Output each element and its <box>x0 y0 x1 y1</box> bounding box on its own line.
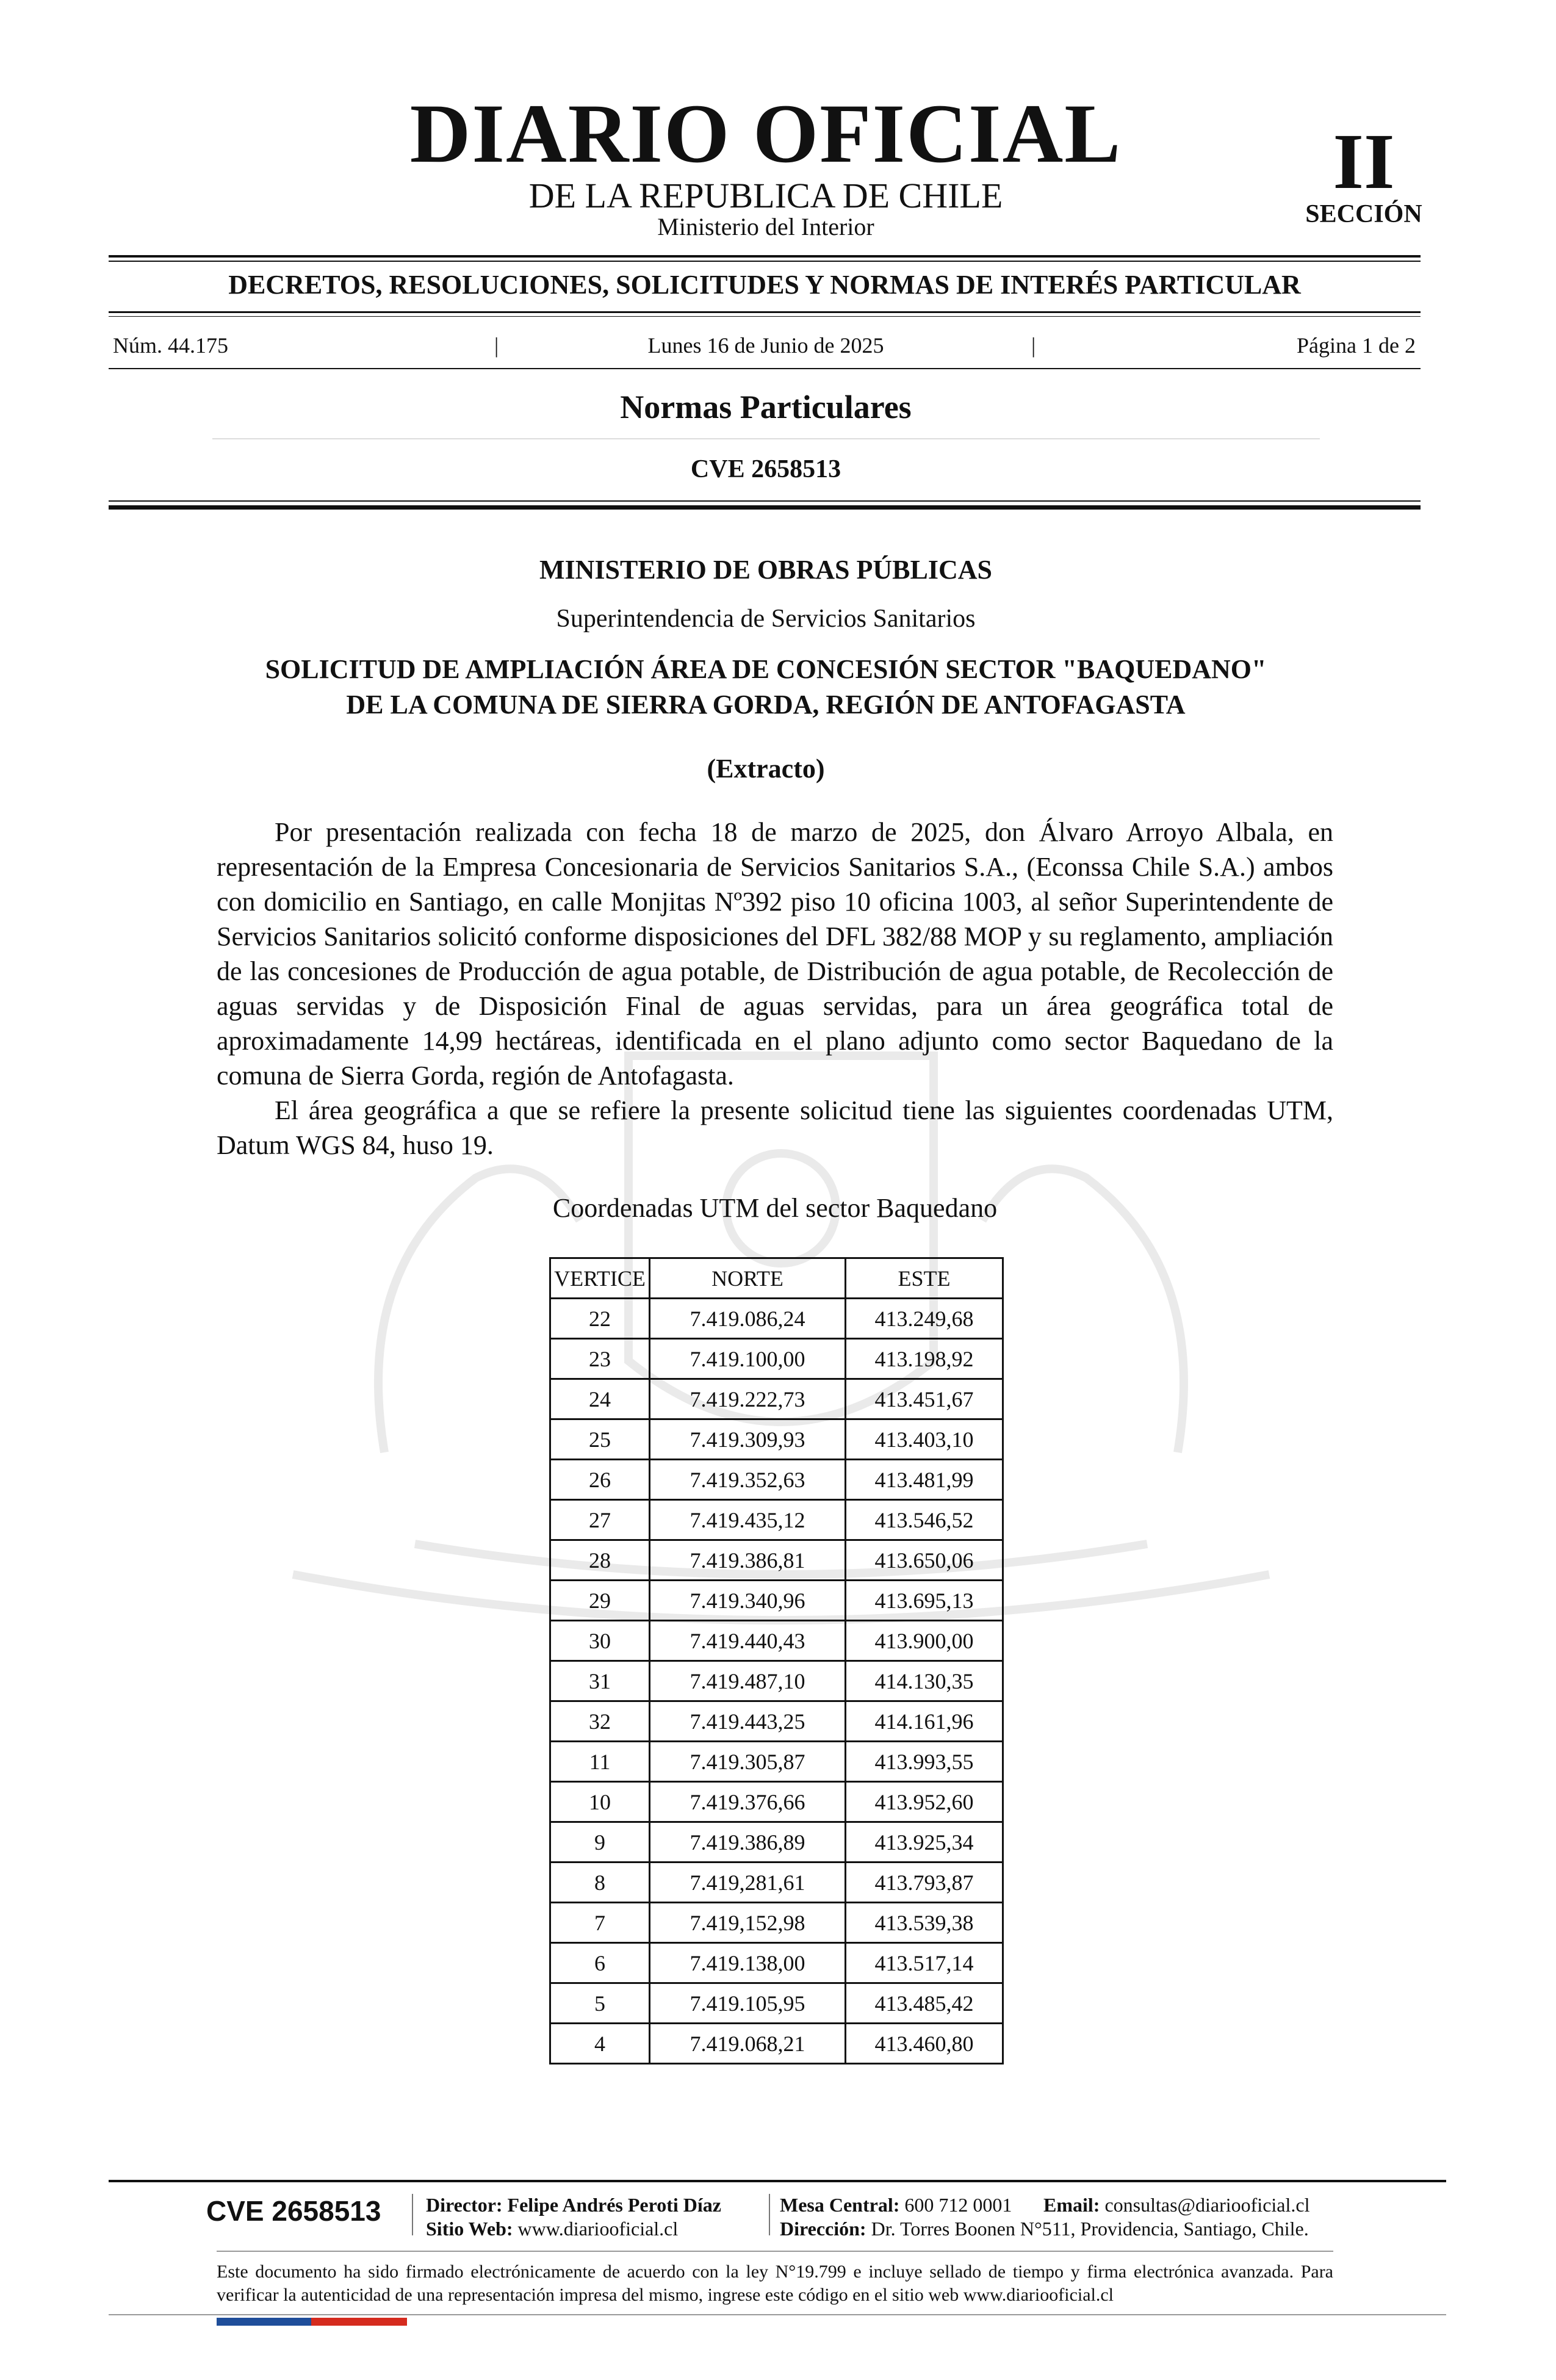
phone-label: Mesa Central: <box>780 2194 900 2216</box>
footer-divider <box>217 2251 1333 2252</box>
cell-norte: 7.419.340,96 <box>650 1581 846 1621</box>
table-row <box>550 2024 1003 2064</box>
table-row <box>550 1903 1003 1943</box>
website-label: Sitio Web: <box>426 2218 513 2240</box>
divider <box>109 368 1421 369</box>
document-title-line2: DE LA COMUNA DE SIERRA GORDA, REGIÓN DE ANTOFAGASTA <box>346 690 1186 719</box>
cell-este: 413.517,14 <box>846 1943 1003 1983</box>
email-link[interactable]: consultas@diariooficial.cl <box>1104 2194 1310 2216</box>
section-number: II <box>1333 118 1395 206</box>
cell-vertice: 31 <box>550 1661 650 1701</box>
cell-norte: 7.419.386,89 <box>650 1822 846 1863</box>
cell-este: 413.650,06 <box>846 1540 1003 1581</box>
director-label: Director: <box>426 2194 503 2216</box>
cell-norte: 7.419.443,25 <box>650 1701 846 1742</box>
website-link[interactable]: www.diariooficial.cl <box>517 2218 679 2240</box>
table-row <box>550 1863 1003 1903</box>
table-row <box>550 1822 1003 1863</box>
cell-vertice: 27 <box>550 1500 650 1540</box>
cell-vertice: 4 <box>550 2024 650 2064</box>
footer-director <box>426 2195 721 2215</box>
footer-website <box>426 2219 678 2238</box>
table-row <box>550 1419 1003 1460</box>
cell-norte: 7.419,152,98 <box>650 1903 846 1943</box>
section-label: SECCIÓN <box>1305 200 1422 228</box>
footer-address <box>780 2219 1309 2238</box>
cell-vertice: 26 <box>550 1460 650 1500</box>
table-row <box>550 1299 1003 1339</box>
cell-norte: 7.419.309,93 <box>650 1419 846 1460</box>
flag-stripe-red <box>311 2318 407 2326</box>
cell-vertice: 6 <box>550 1943 650 1983</box>
divider <box>109 505 1421 510</box>
footer-cve-code: CVE 2658513 <box>206 2195 381 2227</box>
cell-norte: 7.419.138,00 <box>650 1943 846 1983</box>
ministry-heading: MINISTERIO DE OBRAS PÚBLICAS <box>539 555 993 585</box>
masthead-subtitle: DE LA REPUBLICA DE CHILE <box>528 176 1003 215</box>
cell-norte: 7.419.352,63 <box>650 1460 846 1500</box>
divider <box>109 255 1421 258</box>
cve-code: CVE 2658513 <box>690 455 841 483</box>
divider <box>109 311 1421 313</box>
coordinates-table <box>549 1257 1004 2064</box>
issue-number: Núm. 44.175 <box>113 333 228 358</box>
section-banner: DECRETOS, RESOLUCIONES, SOLICITUDES Y NORMAS DE INTERÉS PARTICULAR <box>228 270 1301 300</box>
cell-norte: 7.419.100,00 <box>650 1339 846 1379</box>
cell-norte: 7.419.386,81 <box>650 1540 846 1581</box>
column-header-este: ESTE <box>846 1258 1003 1299</box>
column-header-vertice: VERTICE <box>550 1258 650 1299</box>
phone-number: 600 712 0001 <box>904 2194 1012 2216</box>
divider <box>109 261 1421 262</box>
table-row <box>550 1379 1003 1419</box>
cell-norte: 7.419.376,66 <box>650 1782 846 1822</box>
cell-este: 413.793,87 <box>846 1863 1003 1903</box>
table-caption: Coordenadas UTM del sector Baquedano <box>552 1193 998 1223</box>
cell-este: 413.546,52 <box>846 1500 1003 1540</box>
table-row <box>550 1701 1003 1742</box>
footer-separator <box>412 2194 413 2235</box>
address-value: Dr. Torres Boonen N°511, Providencia, Santiago, Chile. <box>871 2218 1309 2240</box>
cell-norte: 7.419.305,87 <box>650 1742 846 1782</box>
document-title-line1: SOLICITUD DE AMPLIACIÓN ÁREA DE CONCESIÓN SECTOR "BAQUEDANO" <box>265 654 1267 684</box>
cell-este: 413.403,10 <box>846 1419 1003 1460</box>
director-name: Felipe Andrés Peroti Díaz <box>507 2194 721 2216</box>
cell-vertice: 30 <box>550 1621 650 1661</box>
table-row <box>550 1943 1003 1983</box>
table-row <box>550 1983 1003 2024</box>
cell-vertice: 7 <box>550 1903 650 1943</box>
extract-label: (Extracto) <box>707 754 825 784</box>
cell-vertice: 32 <box>550 1701 650 1742</box>
document-body <box>217 815 1333 1163</box>
agency-name: Superintendencia de Servicios Sanitarios <box>556 605 976 633</box>
cell-norte: 7.419,281,61 <box>650 1863 846 1903</box>
masthead-title: DIARIO OFICIAL <box>409 87 1122 180</box>
footer-separator <box>769 2194 770 2235</box>
info-separator: | <box>494 333 499 358</box>
cell-este: 413.198,92 <box>846 1339 1003 1379</box>
cell-vertice: 29 <box>550 1581 650 1621</box>
cell-este: 413.485,42 <box>846 1983 1003 2024</box>
cell-este: 413.249,68 <box>846 1299 1003 1339</box>
cell-norte: 7.419.222,73 <box>650 1379 846 1419</box>
table-header-row <box>550 1258 1003 1299</box>
footer-divider <box>109 2314 1446 2315</box>
address-label: Dirección: <box>780 2218 866 2240</box>
table-row <box>550 1621 1003 1661</box>
cell-norte: 7.419.440,43 <box>650 1621 846 1661</box>
cell-vertice: 22 <box>550 1299 650 1339</box>
cell-este: 413.952,60 <box>846 1782 1003 1822</box>
cell-este: 413.900,00 <box>846 1621 1003 1661</box>
cell-vertice: 5 <box>550 1983 650 2024</box>
cell-este: 414.130,35 <box>846 1661 1003 1701</box>
table-row <box>550 1742 1003 1782</box>
masthead-ministry: Ministerio del Interior <box>657 213 874 240</box>
table-row <box>550 1581 1003 1621</box>
cell-este: 414.161,96 <box>846 1701 1003 1742</box>
cell-este: 413.925,34 <box>846 1822 1003 1863</box>
cell-vertice: 11 <box>550 1742 650 1782</box>
cell-norte: 7.419.068,21 <box>650 2024 846 2064</box>
footer-email <box>1043 2195 1309 2215</box>
table-row <box>550 1339 1003 1379</box>
table-row <box>550 1782 1003 1822</box>
flag-stripe-blue <box>217 2318 311 2326</box>
cell-norte: 7.419.086,24 <box>650 1299 846 1339</box>
cell-norte: 7.419.435,12 <box>650 1500 846 1540</box>
cell-este: 413.460,80 <box>846 2024 1003 2064</box>
cell-vertice: 28 <box>550 1540 650 1581</box>
table-row <box>550 1460 1003 1500</box>
cell-este: 413.451,67 <box>846 1379 1003 1419</box>
divider <box>109 316 1421 317</box>
footer-divider <box>109 2180 1446 2182</box>
body-paragraph: El área geográfica a que se refiere la presente solicitud tiene las siguientes coordenadas UTM, Datum WGS 84, huso 19. <box>217 1095 1333 1160</box>
cell-vertice: 23 <box>550 1339 650 1379</box>
table-row <box>550 1661 1003 1701</box>
table-row <box>550 1540 1003 1581</box>
category-heading: Normas Particulares <box>620 389 912 425</box>
cell-vertice: 24 <box>550 1379 650 1419</box>
cell-norte: 7.419.105,95 <box>650 1983 846 2024</box>
column-header-norte: NORTE <box>650 1258 846 1299</box>
table-row <box>550 1500 1003 1540</box>
legal-notice: Este documento ha sido firmado electrónicamente de acuerdo con la ley N°19.799 e incluye sellado de tiempo y firma electrónica avanzada. Para verificar la autenticidad de una representación impresa del mismo, ingrese este código en el sitio web www.diariooficial.cl <box>217 2262 1333 2305</box>
cell-vertice: 25 <box>550 1419 650 1460</box>
cell-este: 413.695,13 <box>846 1581 1003 1621</box>
cell-vertice: 10 <box>550 1782 650 1822</box>
cell-vertice: 9 <box>550 1822 650 1863</box>
email-label: Email: <box>1043 2194 1100 2216</box>
cell-este: 413.993,55 <box>846 1742 1003 1782</box>
footer-phone <box>780 2195 1012 2215</box>
cell-este: 413.481,99 <box>846 1460 1003 1500</box>
divider <box>109 500 1421 502</box>
cell-norte: 7.419.487,10 <box>650 1661 846 1701</box>
divider <box>212 438 1320 439</box>
cell-este: 413.539,38 <box>846 1903 1003 1943</box>
page-indicator: Página 1 de 2 <box>1297 333 1416 358</box>
cell-vertice: 8 <box>550 1863 650 1903</box>
info-separator: | <box>1031 333 1036 358</box>
body-paragraph: Por presentación realizada con fecha 18 de marzo de 2025, don Álvaro Arroyo Albala, en representación de la Empresa Concesionaria de Servicios Sanitarios S.A., (Econssa Chile S.A.) ambos con domicilio en Santiago, en calle Monjitas Nº392 piso 10 oficina 1003, al señor Superintendente de Servicios Sanitarios solicitó conforme disposiciones del DFL 382/88 MOP y su reglamento, ampliación de las concesiones de Producción de agua potable, de Distribución de agua potable, de Recolección de aguas servidas y de Disposición Final de aguas servidas, para un área geográfica total de aproximadamente 14,99 hectáreas, identificada en el plano adjunto como sector Baquedano de la comuna de Sierra Gorda, región de Antofagasta. <box>217 817 1333 1091</box>
issue-date: Lunes 16 de Junio de 2025 <box>647 333 884 358</box>
